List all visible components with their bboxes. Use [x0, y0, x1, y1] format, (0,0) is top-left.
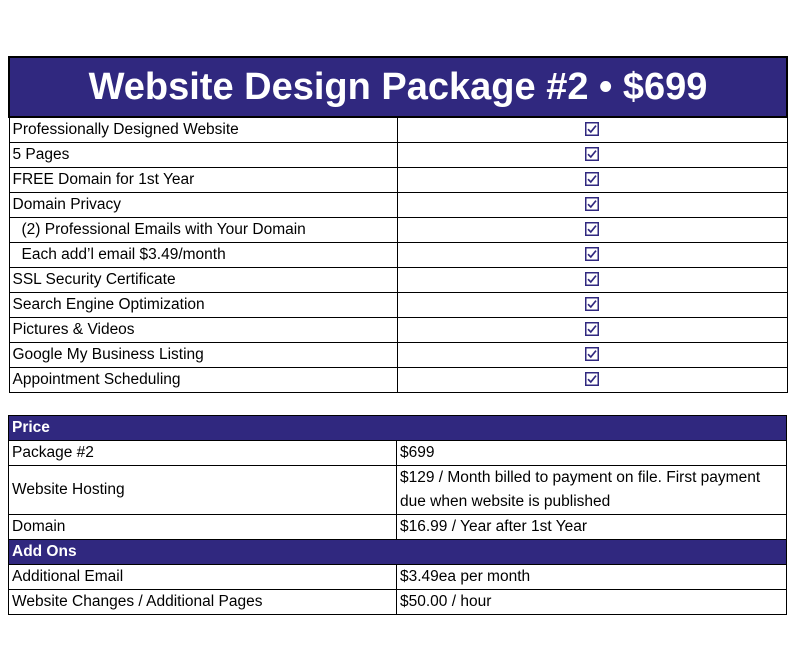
checkbox-checked-icon	[585, 221, 599, 238]
addons-heading: Add Ons	[9, 540, 787, 565]
addons-section-header	[9, 540, 787, 565]
feature-label: Pictures & Videos	[9, 318, 397, 343]
feature-check-cell	[397, 343, 787, 368]
price-value-hosting: $129 / Month billed to payment on file. First payment due when website is published	[397, 466, 787, 515]
checkbox-checked-icon	[585, 196, 599, 213]
feature-check-cell	[397, 268, 787, 293]
feature-row	[9, 143, 787, 168]
checkbox-checked-icon	[585, 321, 599, 338]
checkbox-checked-icon	[585, 146, 599, 163]
feature-check-cell	[397, 117, 787, 143]
feature-row	[9, 193, 787, 218]
features-table	[8, 56, 788, 393]
feature-label: (2) Professional Emails with Your Domain	[9, 218, 397, 243]
addon-item-changes: Website Changes / Additional Pages	[9, 590, 397, 615]
feature-row	[9, 168, 787, 193]
feature-check-cell	[397, 318, 787, 343]
checkbox-checked-icon	[585, 246, 599, 263]
feature-row	[9, 268, 787, 293]
feature-check-cell	[397, 293, 787, 318]
price-value-domain: $16.99 / Year after 1st Year	[397, 515, 787, 540]
feature-check-cell	[397, 218, 787, 243]
feature-label: Search Engine Optimization	[9, 293, 397, 318]
banner-row	[9, 57, 787, 117]
checkbox-checked-icon	[585, 296, 599, 313]
feature-row	[9, 318, 787, 343]
price-item-package: Package #2	[9, 441, 397, 466]
feature-label: Professionally Designed Website	[9, 117, 397, 143]
package-sheet	[8, 56, 786, 615]
table-row	[9, 590, 787, 615]
package-title: Website Design Package #2 • $699	[9, 57, 787, 117]
feature-check-cell	[397, 193, 787, 218]
feature-check-cell	[397, 368, 787, 393]
addon-value-changes: $50.00 / hour	[397, 590, 787, 615]
feature-label: Each add’l email $3.49/month	[9, 243, 397, 268]
table-row	[9, 515, 787, 540]
feature-row	[9, 243, 787, 268]
addon-value-email: $3.49ea per month	[397, 565, 787, 590]
checkbox-checked-icon	[585, 171, 599, 188]
table-row	[9, 441, 787, 466]
price-item-domain: Domain	[9, 515, 397, 540]
feature-label: Appointment Scheduling	[9, 368, 397, 393]
feature-check-cell	[397, 168, 787, 193]
feature-row	[9, 117, 787, 143]
section-spacer	[8, 393, 786, 415]
price-section-header	[9, 416, 787, 441]
price-value-package: $699	[397, 441, 787, 466]
feature-row	[9, 218, 787, 243]
pricing-table	[8, 415, 787, 615]
price-heading: Price	[9, 416, 787, 441]
feature-label: FREE Domain for 1st Year	[9, 168, 397, 193]
checkbox-checked-icon	[585, 121, 599, 138]
feature-row	[9, 368, 787, 393]
table-row	[9, 466, 787, 515]
price-item-hosting: Website Hosting	[9, 466, 397, 515]
addon-item-email: Additional Email	[9, 565, 397, 590]
checkbox-checked-icon	[585, 346, 599, 363]
feature-label: 5 Pages	[9, 143, 397, 168]
feature-check-cell	[397, 243, 787, 268]
feature-label: Domain Privacy	[9, 193, 397, 218]
checkbox-checked-icon	[585, 271, 599, 288]
feature-row	[9, 293, 787, 318]
checkbox-checked-icon	[585, 371, 599, 388]
table-row	[9, 565, 787, 590]
feature-label: Google My Business Listing	[9, 343, 397, 368]
feature-row	[9, 343, 787, 368]
feature-check-cell	[397, 143, 787, 168]
feature-label: SSL Security Certificate	[9, 268, 397, 293]
